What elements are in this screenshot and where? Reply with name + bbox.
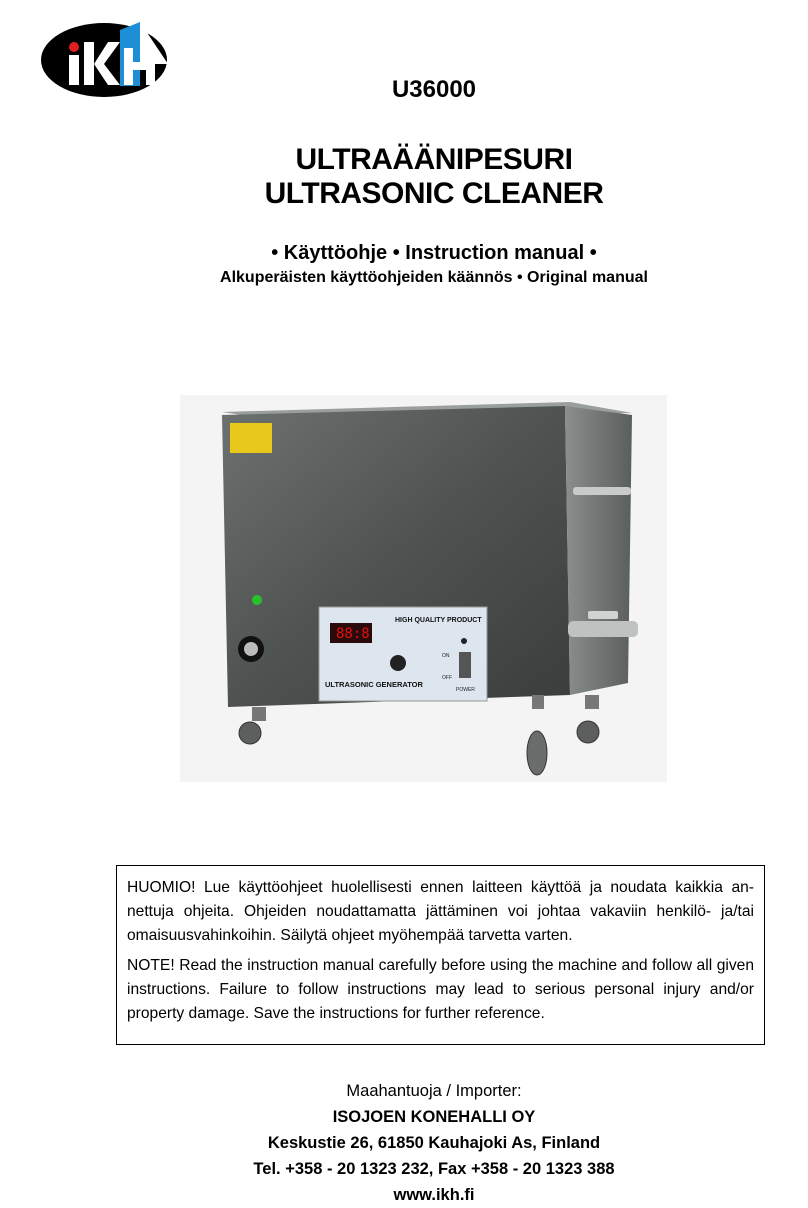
- title-english: ULTRASONIC CLEANER: [264, 177, 604, 210]
- importer-website: www.ikh.fi: [393, 1186, 475, 1204]
- subtitle-manual: • Käyttöohje • Instruction manual •: [271, 242, 597, 264]
- svg-text:ON: ON: [442, 653, 450, 659]
- importer-company: ISOJOEN KONEHALLI OY: [332, 1108, 536, 1126]
- title-finnish: ULTRAÄÄNIPESURI: [295, 143, 573, 176]
- importer-label: Maahantuoja / Importer:: [346, 1082, 522, 1100]
- importer-address: Keskustie 26, 61850 Kauhajoki As, Finland: [267, 1134, 601, 1152]
- notice-english: NOTE! Read the instruction manual carefully before using the machine and follow all given instructions. Failure to follow instructions may lead to serious personal injury and/or property damage. Save the instructions for further reference.: [127, 957, 754, 1022]
- svg-text:OFF: OFF: [442, 675, 452, 681]
- svg-text:ULTRASONIC GENERATOR: ULTRASONIC GENERATOR: [325, 680, 423, 689]
- safety-notice-box: [116, 865, 765, 1045]
- notice-finnish: HUOMIO! Lue käyttöohjeet huolellisesti ennen laitteen käyttöä ja noudata kaikkia an-nettuja ohjeita. Ohjeiden noudattamatta jättäminen voi johtaa vakaviin henkilö- ja/tai omaisuusvahinkoihin. Säilytä ohjeet myöhempää tarvetta varten.: [127, 879, 754, 944]
- importer-phone: Tel. +358 - 20 1323 232, Fax +358 - 20 1323 388: [253, 1160, 615, 1178]
- importer-info: [0, 1078, 808, 1208]
- svg-text:88:8: 88:8: [336, 626, 370, 642]
- product-photo: [180, 395, 667, 782]
- svg-text:POWER: POWER: [456, 687, 475, 693]
- svg-text:HIGH QUALITY PRODUCT: HIGH QUALITY PRODUCT: [395, 617, 482, 624]
- model-number: U36000: [391, 76, 477, 103]
- subtitle-original: Alkuperäisten käyttöohjeiden käännös • Original manual: [220, 269, 648, 286]
